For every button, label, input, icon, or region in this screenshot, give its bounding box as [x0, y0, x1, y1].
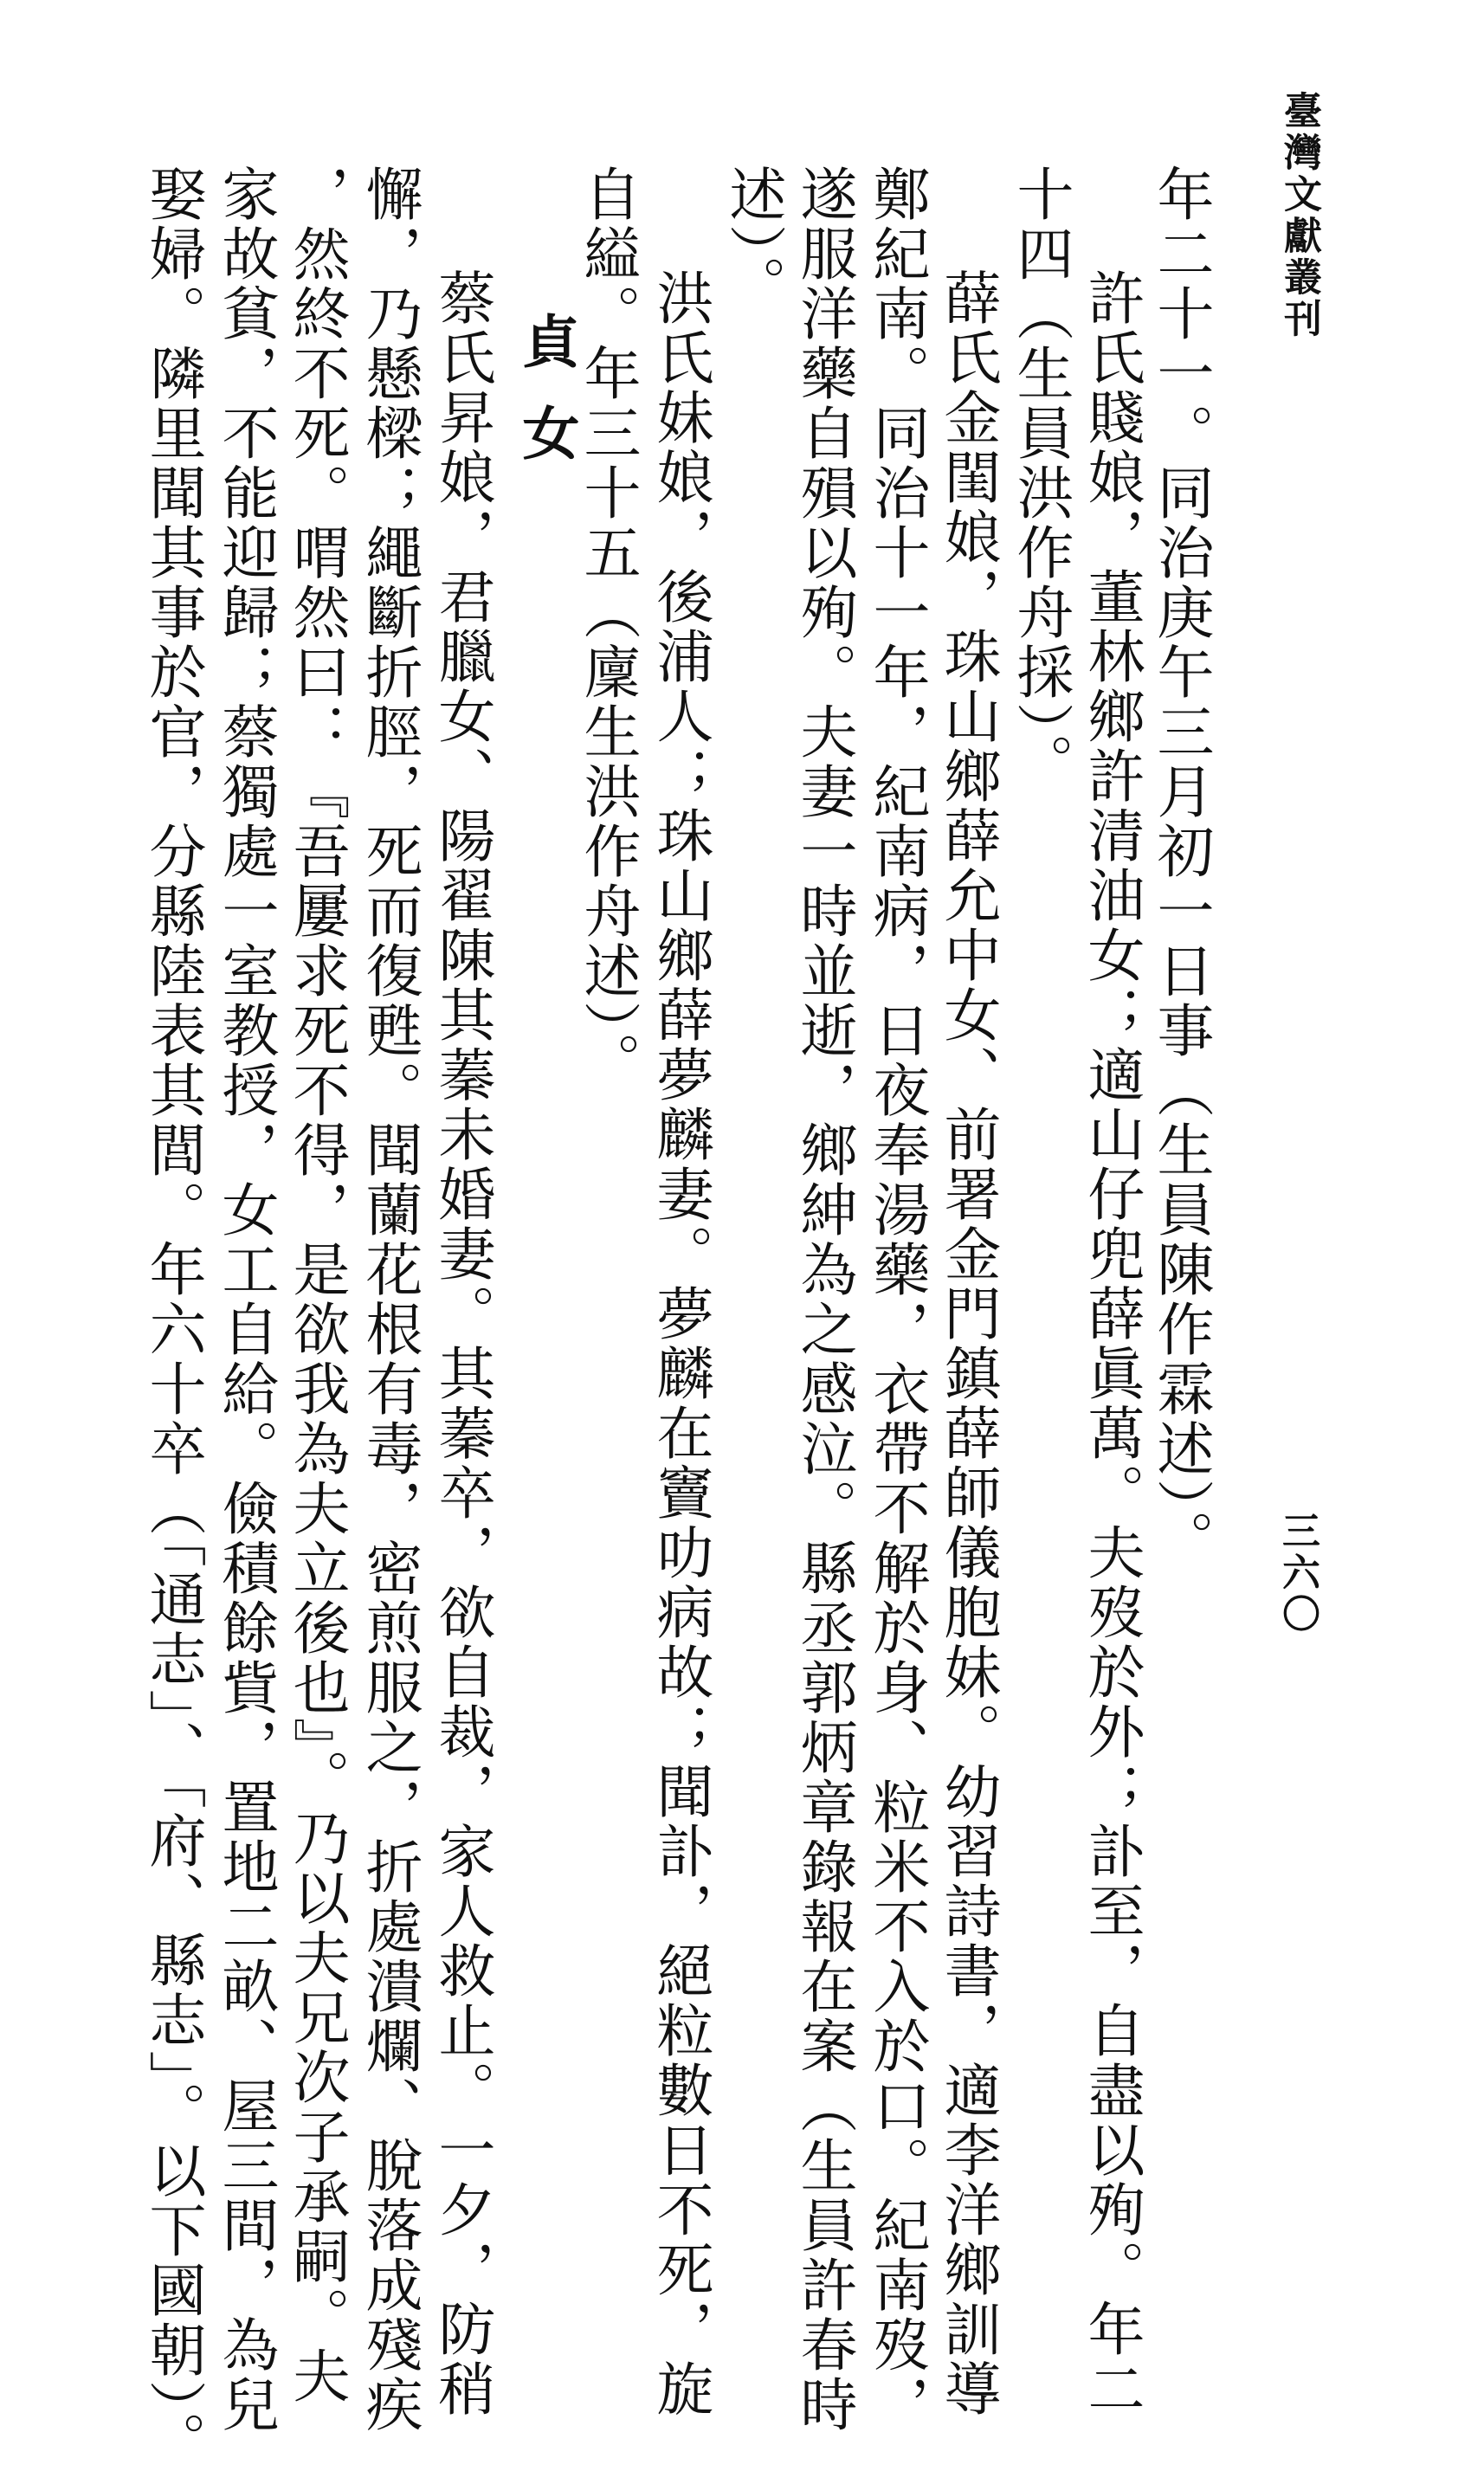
text-column-8: 洪氏妹娘，後浦人；珠山鄉薛夢麟妻。夢麟在竇叻病故；聞訃，絕粒數日不死，旋 [647, 268, 713, 2419]
text-column-5: 鄭紀南。同治十一年，紀南病，日夜奉湯藥，衣帶不解於身、粒米不入於口。紀南歿， [863, 165, 930, 2435]
text-column-6: 遂服洋藥自殞以殉。夫妻一時並逝，鄉紳為之感泣。縣丞郭炳章錄報在案（生員許春時 [790, 165, 857, 2435]
text-column-13: 家故貧，不能迎歸；蔡獨處一室教授，女工自給。儉積餘貲，置地二畝、屋三間，為兒 [212, 165, 279, 2435]
text-column-2: 許氏賤娘，董林鄉許清油女；適山仔兜薛眞萬。夫歿於外；訃至，自盡以殉。年二 [1078, 268, 1145, 2419]
text-column-11: 懈，乃懸樑；繩斷折脛，死而復甦。聞蘭花根有毒，密煎服之，折處潰爛、脫落成殘疾 [356, 165, 423, 2435]
text-column-7: 述）。 [719, 165, 786, 315]
page-number: 三六〇 [1275, 1511, 1319, 1636]
journal-title: 臺灣文獻叢刊 [1277, 91, 1321, 340]
text-column-3: 十四（生員洪作舟採）。 [1007, 165, 1074, 793]
text-column-14: 娶婦。隣里聞其事於官，分縣陸表其閭。年六十卒（「通志」、「府、縣志」。以下國朝）。 [139, 165, 206, 2471]
text-column-12: ，然終不死。喟然曰：『吾屢求死不得，是欲我為夫立後也』。乃以夫兄次子承嗣。夫 [283, 165, 350, 2406]
text-column-9: 自縊。年三十五（廩生洪作舟述）。 [574, 165, 641, 1092]
text-column-10: 蔡氏昇娘，君臘女、陽翟陳其蓁未婚妻。其蓁卒，欲自裁，家人救止。一夕，防稍 [429, 268, 495, 2419]
section-heading: 貞女 [513, 312, 580, 495]
text-column-1: 年二十一。同治庚午三月初一日事（生員陳作霖述）。 [1147, 165, 1214, 1570]
text-column-4: 薛氏金閨娘，珠山鄉薛允中女、前署金門鎮薛師儀胞妹。幼習詩書，適李洋鄉訓導 [934, 268, 1001, 2419]
